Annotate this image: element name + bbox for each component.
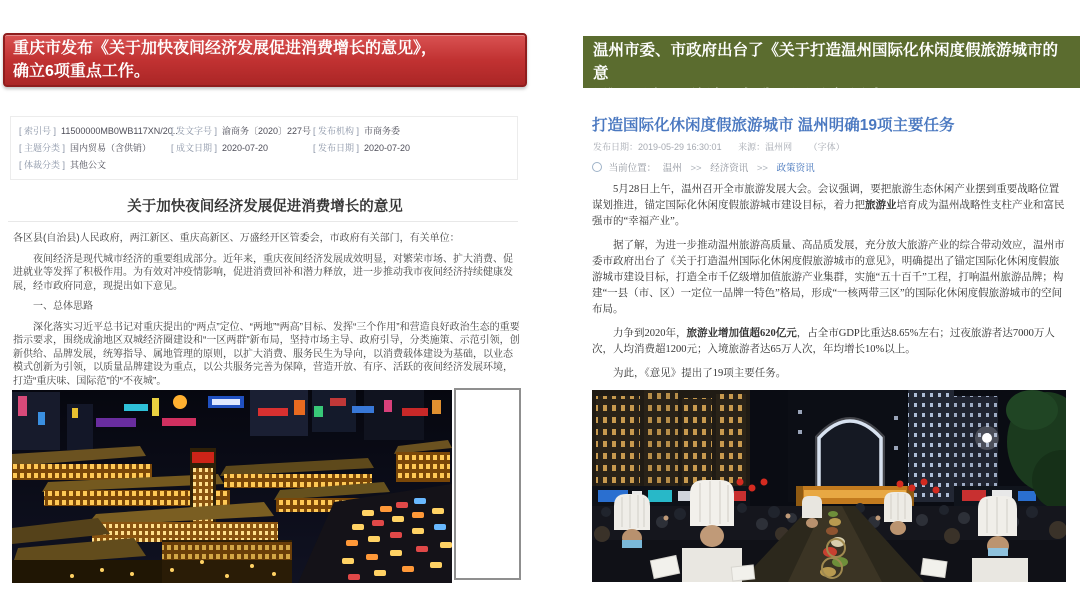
meta-field-publish-date: [ 发布日期 ] 2020-07-20 bbox=[313, 143, 411, 153]
arch-building bbox=[788, 390, 906, 502]
chongqing-hongyadong-night-photo bbox=[12, 390, 452, 583]
article-body bbox=[592, 182, 1065, 390]
banner-text-line: 见》，明确19项任务。打造“百县千碗”活动。 bbox=[593, 88, 897, 105]
right-facades bbox=[908, 390, 1066, 510]
meta-field-issuer: [ 发布机构 ] 市商务委 bbox=[313, 126, 401, 136]
banner-text-line: 温州市委、市政府出台了《关于打造温州国际化休闲度假旅游城市的意 bbox=[593, 42, 1059, 82]
meta-row bbox=[11, 124, 517, 141]
article-title-link[interactable]: 打造国际化休闲度假旅游城市 温州明确19项主要任务 bbox=[592, 117, 955, 134]
doc-paragraph: 夜间经济是现代城市经济的重要组成部分。近年来，重庆夜间经济发展成效明显，对繁荣市场、扩大消费、促进就业等发挥了积极作用。为有效对冲疫情影响，促进消费回补和潜力释放，进一步推动我市夜间经济持续健康发展，经市政府同意，现提出如下意见。 bbox=[13, 253, 513, 292]
location-icon bbox=[592, 162, 602, 172]
document-title: 关于加快夜间经济发展促进消费增长的意见 bbox=[127, 199, 403, 215]
article-paragraph: 力争到2020年，旅游业增加值超620亿元，占全市GDP比重达8.65%左右；过夜旅游者达7000万人次，人均消费超1200元；入境旅游者达65万人次，年均增长10%以上。 bbox=[592, 328, 1055, 355]
banner-text-line: 确立6项重点工作。 bbox=[13, 63, 150, 80]
breadcrumb-item-policy[interactable]: 政策资讯 bbox=[776, 163, 815, 174]
doc-paragraph: 深化落实习近平总书记对重庆提出的“两点”定位、“两地”“两高”目标、发挥“三个作用”和营造良好政治生态的重要指示要求，围绕成渝地区双城经济圈建设和“一区两群”新布局，坚持市场主导、政府引导，分类施策、示范引领，创新供给、品牌发展，统筹指导、属地管理的原则，以扩大消费、服务民生为导向，以消费载体建设为基础，以业态模式创新为引领，以质量品牌建设为重点，以公共服务完善为保障，营造开放、有序、活跃的夜间经济发展环境，打造“重庆味、国际范”的“不夜城”。 bbox=[13, 321, 520, 387]
meta-row bbox=[11, 158, 517, 175]
night-city-illustration bbox=[12, 390, 452, 583]
breadcrumb bbox=[592, 160, 819, 174]
meta-row bbox=[11, 141, 517, 158]
breadcrumb-item-wenzhou[interactable]: 温州 bbox=[662, 163, 682, 174]
article-dateline bbox=[593, 140, 859, 153]
article-source: 来源：温州网 bbox=[738, 142, 793, 152]
breadcrumb-separator: >> bbox=[690, 163, 702, 174]
empty-white-box bbox=[454, 388, 521, 580]
wenzhou-night-food-festival-photo bbox=[592, 390, 1066, 582]
title-divider bbox=[8, 221, 518, 222]
street-banquet-illustration bbox=[592, 390, 1066, 582]
meta-field-doc-no: [ 发文字号 ] 渝商务〔2020〕227号 bbox=[171, 126, 312, 136]
publish-date: 发布日期：2019-05-29 16:30:01 bbox=[593, 142, 722, 152]
chongqing-headline-banner bbox=[3, 33, 527, 87]
document-body bbox=[13, 232, 520, 395]
meta-field-index-no: [ 索引号 ] 11500000MB0WB117XN/20.. bbox=[19, 126, 178, 136]
font-size-control[interactable]: （字体） bbox=[808, 142, 845, 152]
breadcrumb-item-economy[interactable]: 经济资讯 bbox=[710, 163, 749, 174]
meta-field-genre: [ 体裁分类 ] 其他公文 bbox=[19, 160, 107, 170]
breadcrumb-label: 当前位置： bbox=[608, 163, 657, 174]
banner-text-line: 重庆市发布《关于加快夜间经济发展促进消费增长的意见》， bbox=[13, 40, 438, 57]
article-paragraph: 5月28日上午，温州召开全市旅游发展大会。会议强调，要把旅游生态休闲产业摆到重要战略位置谋划推进，锚定国际化休闲度假旅游城市建设目标，着力把旅游业培育成为温州战略性支柱产业和富民强市的“幸福产业”。 bbox=[592, 184, 1065, 227]
article-paragraph: 为此，《意见》提出了19项主要任务。 bbox=[613, 368, 787, 379]
breadcrumb-separator: >> bbox=[756, 163, 768, 174]
doc-section-heading: 一、总体思路 bbox=[33, 301, 93, 312]
doc-salutation: 各区县(自治县)人民政府，两江新区、重庆高新区、万盛经开区管委会，市政府有关部门，有关单位： bbox=[13, 233, 460, 244]
wenzhou-headline-banner bbox=[583, 36, 1080, 105]
document-meta-table bbox=[10, 116, 518, 180]
meta-field-topic: [ 主题分类 ] 国内贸易（含供销） bbox=[19, 143, 152, 153]
meta-field-written-date: [ 成文日期 ] 2020-07-20 bbox=[171, 143, 269, 153]
article-paragraph: 据了解，为进一步推动温州旅游高质量、高品质发展，充分放大旅游产业的综合带动效应，温州市委市政府出台了《关于打造温州国际化休闲度假旅游城市的意见》，明确提出了锚定国际化休闲度假旅游城市建设目标，打造全市千亿级增加值旅游产业集群，实施“五十百千”工程，打响温州旅游品牌；构建“一县（市、区）一定位一品牌一特色”格局，形成“一核两带三区”的国际化休闲度假旅游城市的空间布局。 bbox=[592, 240, 1065, 315]
